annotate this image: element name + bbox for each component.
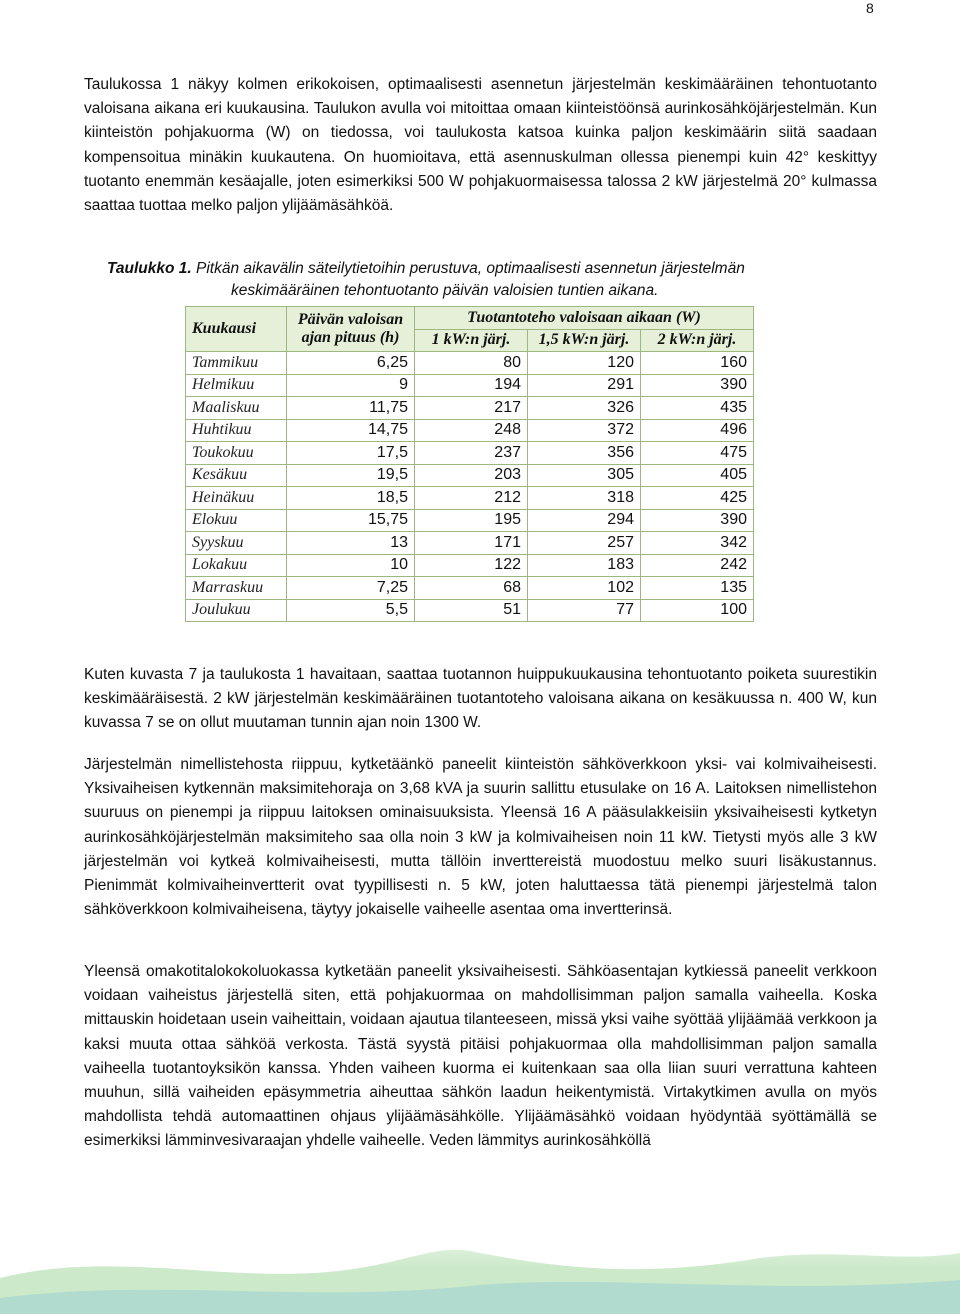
table-row [186,397,754,420]
month-cell: Kesäkuu [186,464,287,487]
kw1-cell: 171 [415,532,528,555]
kw2-cell: 390 [641,509,754,532]
kw2-cell: 342 [641,532,754,555]
kw15-cell: 294 [528,509,641,532]
page-number: 8 [866,0,874,16]
kw15-cell: 102 [528,577,641,600]
month-cell: Maaliskuu [186,397,287,420]
table-row [186,577,754,600]
hours-cell: 5,5 [287,599,415,622]
kw2-cell: 100 [641,599,754,622]
kw2-cell: 425 [641,487,754,510]
kw1-cell: 194 [415,374,528,397]
kw2-cell: 435 [641,397,754,420]
kw2-cell: 160 [641,352,754,375]
kw15-cell: 183 [528,554,641,577]
paragraph-peak: Kuten kuvasta 7 ja taulukosta 1 havaitaan, saattaa tuotannon huippukuukausina tehontuotanto poiketa suurestikin keskimääräisestä. 2 kW järjestelmän keskimääräinen tuotantoteho valoisana aikana on kesäkuussa n. 400 W, kun kuvassa 7 se on ollut muutaman tunnin ajan noin 1300 W. [84,666,877,732]
kw1-cell: 212 [415,487,528,510]
month-cell: Joulukuu [186,599,287,622]
kw2-cell: 475 [641,442,754,465]
kw1-cell: 80 [415,352,528,375]
paragraph-phases: Järjestelmän nimellistehosta riippuu, kytketäänkö paneelit kiinteistön sähköverkkoon yksi- vai kolmivaiheisesti. Yksivaiheisen kytkennän maksimitehoraja on 3,68 kVA ja suurin sallittu etusulake on 16 A. Laitoksen nimellistehon suuruus on pienempi ja riippuu laitoksen ominaisuuksista. Yleensä 16 A pääsulakkeisiin yksivaiheisesti kytketyn aurinkosähköjärjestelmän maksimiteho saa olla noin 3 kW ja kolmivaiheisen noin 11 kW. Tietysti myös alle 3 kW järjestelmän voi kytkeä kolmivaiheisesti, mutta tällöin inverttereistä muodostuu melko suuri lisäkustannus. Pienimmät kolmivaiheinvertterit ovat tyypillisesti n. 5 kW, joten haluttaessa tätä pienempi järjestelmä talon sähköverkkoon kolmivaiheisena, täytyy jokaiselle vaiheelle asentaa oma invertterinsä. [84,756,877,919]
table-row [186,442,754,465]
hours-cell: 10 [287,554,415,577]
month-cell: Tammikuu [186,352,287,375]
kw15-cell: 291 [528,374,641,397]
kw1-cell: 217 [415,397,528,420]
hours-cell: 7,25 [287,577,415,600]
kw1-cell: 68 [415,577,528,600]
kw15-cell: 305 [528,464,641,487]
kw1-cell: 248 [415,419,528,442]
kw15-cell: 318 [528,487,641,510]
kw2-cell: 135 [641,577,754,600]
header-day-line2: ajan pituus (h) [301,329,400,346]
kw1-cell: 203 [415,464,528,487]
header-day-length [287,307,415,352]
kw15-cell: 326 [528,397,641,420]
paragraph-intro: Taulukossa 1 näkyy kolmen erikokoisen, optimaalisesti asennetun järjestelmän keskimääräinen tehontuotanto valoisana aikana eri kuukausina. Taulukon avulla voi mitoittaa omaan kiinteistöönsä aurinkosähköjärjestelmän. Kun kiinteistön pohjakuorma (W) on tiedossa, voi taulukosta katsoa kuinka paljon keskimäärin siitä saadaan kompensoitua minäkin kuukautena. On huomioitava, että asennuskulman ollessa pienempi kuin 42° keskittyy tuotanto enemmän kesäajalle, joten esimerkiksi 500 W pohjakuormaisessa talossa 2 kW järjestelmä 20° kulmassa saattaa tuottaa melko paljon ylijäämäsähköä. [84,76,877,215]
paragraph-single-phase: Yleensä omakotitalokokoluokassa kytketään paneelit yksivaiheisesti. Sähköasentajan kytkiessä paneelit verkkoon voidaan vaiheistus järjestellä siten, että pohjakuormaa on mahdollisimman paljon samalla vaiheella. Koska mittauskin hoidetaan usein vaiheittain, voidaan ajautua tilanteeseen, missä yksi vaihe syöttää ylijäämää verkkoon ja kaksi muuta ottaa sähköä verkosta. Tästä syystä pitäisi pohjakuormaa olla mahdollisimman paljon samalla vaiheella tuotantoyksikön kanssa. Yhden vaiheen kuorma ei kuitenkaan saa olla liian suuri verrattuna kahteen muuhun, sillä vaiheiden epäsymmetria aiheuttaa sähkön laadun heikentymistä. Virtakytkimen avulla on myös mahdollista tehdä automaattinen ohjaus ylijäämäsähkölle. Ylijäämäsähkö voidaan hyödyntää syöttämällä se esimerkiksi lämminvesivaraajan yhdelle vaiheelle. Veden lämmitys aurinkosähköllä [84,963,877,1150]
kw1-cell: 195 [415,509,528,532]
hours-cell: 9 [287,374,415,397]
kw2-cell: 242 [641,554,754,577]
hours-cell: 6,25 [287,352,415,375]
hours-cell: 13 [287,532,415,555]
hours-cell: 14,75 [287,419,415,442]
wave-fade [0,1208,960,1268]
header-month: Kuukausi [186,307,287,352]
table-row [186,487,754,510]
table-row [186,419,754,442]
table-row [186,532,754,555]
hours-cell: 15,75 [287,509,415,532]
kw1-cell: 51 [415,599,528,622]
kw15-cell: 77 [528,599,641,622]
table-caption [107,258,867,302]
footer-wave-decoration [0,1208,960,1314]
kw15-cell: 257 [528,532,641,555]
kw1-cell: 237 [415,442,528,465]
table-row [186,352,754,375]
hours-cell: 11,75 [287,397,415,420]
kw15-cell: 120 [528,352,641,375]
month-cell: Heinäkuu [186,487,287,510]
kw2-cell: 496 [641,419,754,442]
kw2-cell: 405 [641,464,754,487]
month-cell: Marraskuu [186,577,287,600]
kw15-cell: 372 [528,419,641,442]
month-cell: Syyskuu [186,532,287,555]
hours-cell: 18,5 [287,487,415,510]
kw15-cell: 356 [528,442,641,465]
month-cell: Huhtikuu [186,419,287,442]
header-15kw: 1,5 kW:n järj. [528,329,641,352]
table-row [186,464,754,487]
table-row [186,509,754,532]
caption-line1: Pitkän aikavälin säteilytietoihin perustuva, optimaalisesti asennetun järjestelmän [191,260,745,277]
table-row [186,554,754,577]
hours-cell: 17,5 [287,442,415,465]
month-cell: Elokuu [186,509,287,532]
month-cell: Toukokuu [186,442,287,465]
table-row [186,374,754,397]
hours-cell: 19,5 [287,464,415,487]
caption-label: Taulukko 1. [107,260,192,277]
kw2-cell: 390 [641,374,754,397]
month-cell: Lokakuu [186,554,287,577]
table-row [186,599,754,622]
production-table [185,306,754,622]
header-production: Tuotantoteho valoisaan aikaan (W) [415,307,754,330]
month-cell: Helmikuu [186,374,287,397]
kw1-cell: 122 [415,554,528,577]
caption-line2: keskimääräinen tehontuotanto päivän valoisien tuntien aikana. [231,282,659,299]
header-2kw: 2 kW:n järj. [641,329,754,352]
header-day-line1: Päivän valoisan [297,311,404,328]
header-1kw: 1 kW:n järj. [415,329,528,352]
